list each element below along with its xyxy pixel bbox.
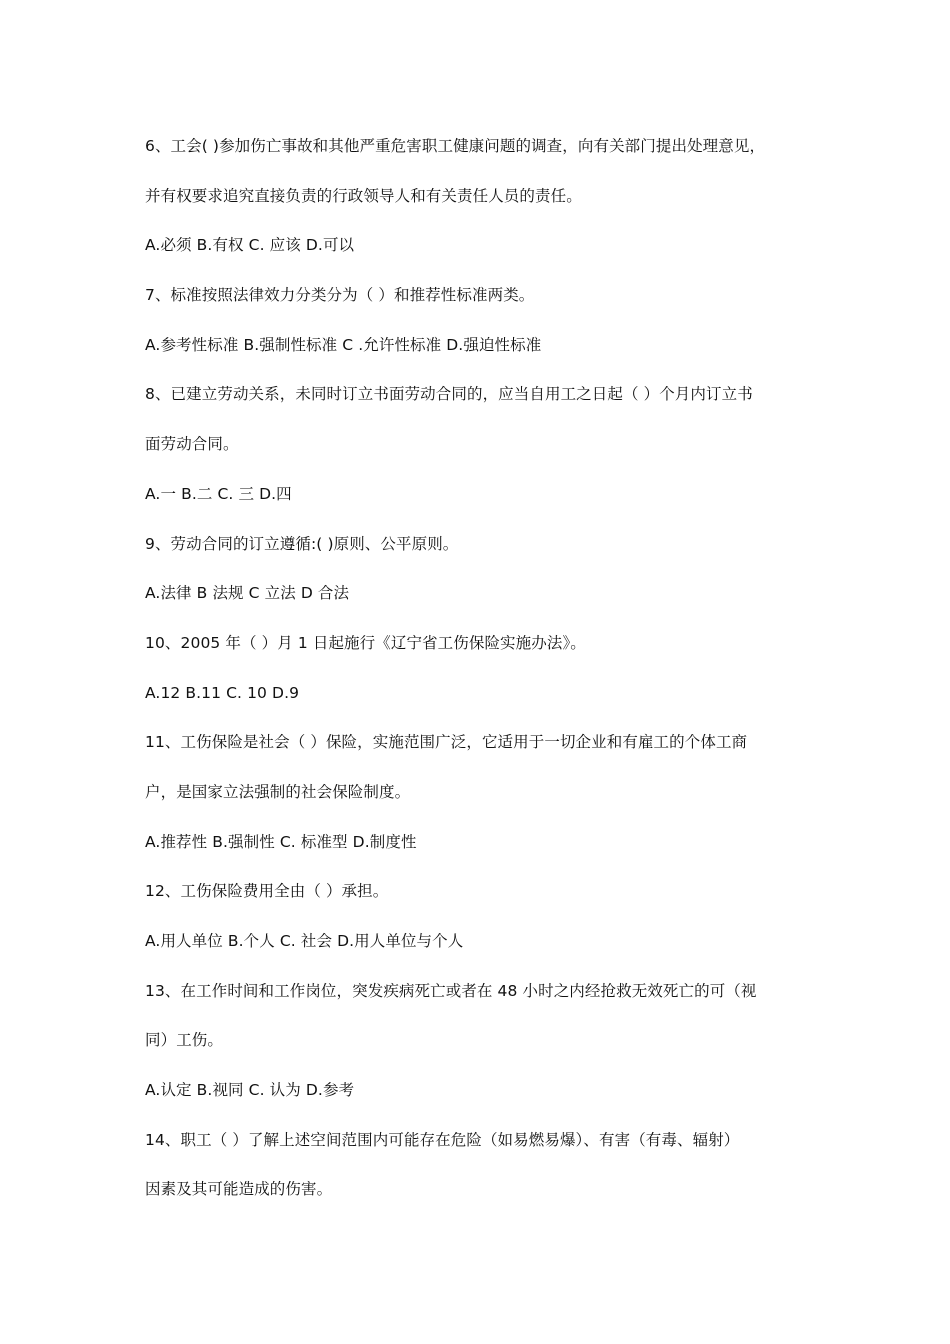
question-13-options: A.认定 B.视同 C. 认为 D.参考 (145, 1081, 355, 1100)
question-9: 9、劳动合同的订立遵循:( )原则、公平原则。 (145, 534, 459, 553)
question-8-line-1: 8、已建立劳动关系，未同时订立书面劳动合同的，应当自用工之日起（ ）个月内订立书 (145, 385, 753, 404)
question-10: 10、2005 年（ ）月 1 日起施行《辽宁省工伤保险实施办法》。 (145, 633, 586, 652)
question-12: 12、工伤保险费用全由（ ）承担。 (145, 882, 389, 901)
question-11-options: A.推荐性 B.强制性 C. 标准型 D.制度性 (145, 832, 417, 851)
question-8-line-2: 面劳动合同。 (145, 435, 239, 454)
question-7-options: A.参考性标准 B.强制性标准 C .允许性标准 D.强迫性标准 (145, 335, 542, 354)
question-13-line-2: 同）工伤。 (145, 1031, 224, 1050)
question-14-line-1: 14、职工（ ）了解上述空间范围内可能存在危险（如易燃易爆）、有害（有毒、辐射） (145, 1130, 740, 1149)
question-7: 7、标准按照法律效力分类分为（ ）和推荐性标准两类。 (145, 286, 535, 305)
question-9-options: A.法律 B 法规 C 立法 D 合法 (145, 584, 350, 603)
document-body (145, 122, 815, 1215)
question-11-line-2: 户，是国家立法强制的社会保险制度。 (145, 782, 411, 801)
question-13-line-1: 13、在工作时间和工作岗位，突发疾病死亡或者在 48 小时之内经抢救无效死亡的可（视 (145, 981, 757, 1000)
question-6-line-2: 并有权要求追究直接负责的行政领导人和有关责任人员的责任。 (145, 186, 582, 205)
question-6-line-1: 6、工会( )参加伤亡事故和其他严重危害职工健康问题的调查，向有关部门提出处理意见， (145, 137, 766, 155)
question-8-options: A.一 B.二 C. 三 D.四 (145, 484, 292, 503)
question-6-options: A.必须 B.有权 C. 应该 D.可以 (145, 236, 355, 255)
question-11-line-1: 11、工伤保险是社会（ ）保险，实施范围广泛，它适用于一切企业和有雇工的个体工商 (145, 733, 748, 752)
question-12-options: A.用人单位 B.个人 C. 社会 D.用人单位与个人 (145, 932, 464, 950)
question-10-options: A.12 B.11 C. 10 D.9 (145, 683, 300, 702)
question-14-line-2: 因素及其可能造成的伤害。 (145, 1180, 333, 1199)
